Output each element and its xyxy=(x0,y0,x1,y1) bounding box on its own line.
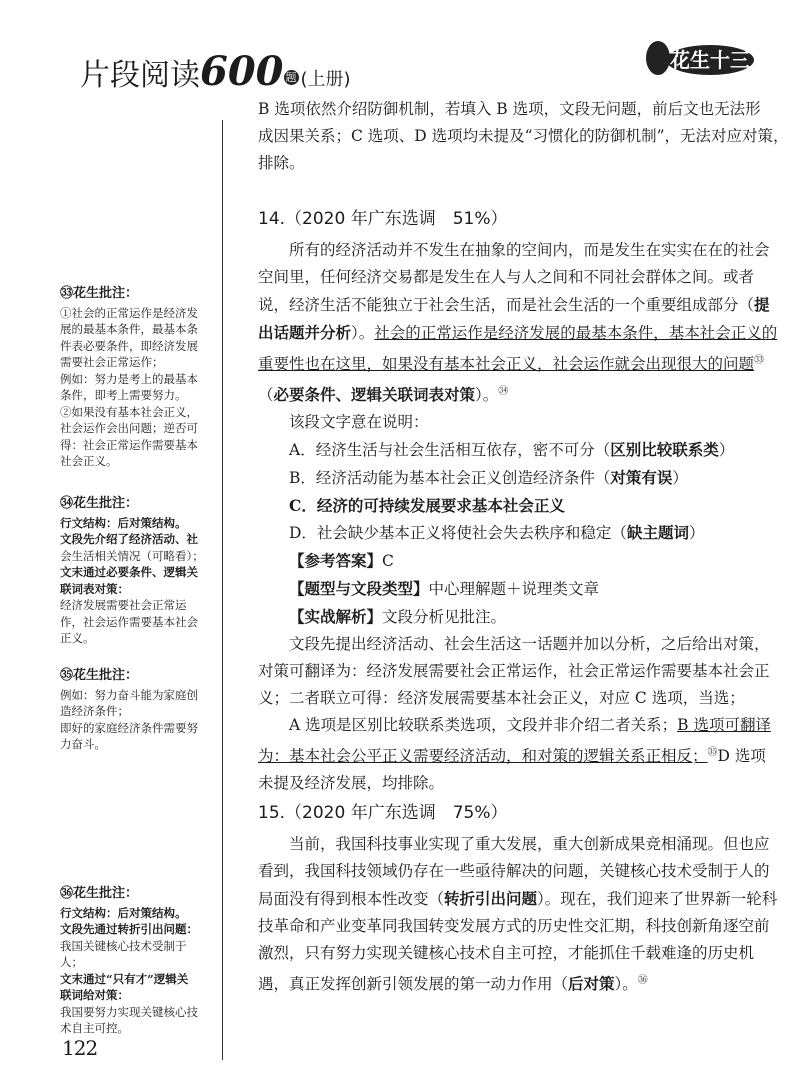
q14-annotation-topic: 提出话题并分析 xyxy=(258,295,770,342)
q14-key-sentence: 社会的正常运作是经济发展的最基本条件，基本社会正义的重要性也在这里，如果没有基本社会正义，社会运作就会出现很大的问题 xyxy=(258,324,778,374)
note-marker-33: ㉝ xyxy=(754,355,765,366)
note-marker-35: ㉟ xyxy=(707,747,718,759)
q15-heading: 15.（2020 年广东选调 75%） xyxy=(258,803,508,823)
q14-passage-text: 所有的经济活动并不发生在抽象的空间内，而是发生在实实在在的社会空间里，任何经济交易都是发生在人与人之间和不同社会群体之间。或者说，经济生活不能独立于社会生活，而是社会生活的一个重要组成部分（ xyxy=(258,241,770,314)
book-title-volume: (上册) xyxy=(300,69,351,90)
peanut-logo-icon xyxy=(640,38,755,78)
note-line: 文末通过必要条件、逻辑关 xyxy=(60,565,198,579)
note-line: 经济发展需要社会正常运 xyxy=(60,598,187,612)
note-line: 联词表对策： xyxy=(60,581,129,596)
note-line: 得：社会正常运作需要基本 xyxy=(60,437,198,452)
option-b-tag: 对策有误 xyxy=(610,468,673,488)
q14-stem: 该段文字意在说明： xyxy=(289,413,429,432)
option-d-text: D．社会缺少基本正义将使社会失去秩序和稳定（ xyxy=(289,524,627,543)
q14-paren-close: ）。 xyxy=(475,386,499,405)
tail-line-2: 成因果关系；C 选项、D 选项均未提及“习惯化的防御机制”，无法对应对策， xyxy=(258,127,789,145)
q14-option-a xyxy=(258,436,778,464)
exp-option-d: D 选项未提及经济发展，均排除。 xyxy=(258,747,766,793)
note-line: 社会运作会出问题；逆否可 xyxy=(60,421,198,435)
note-33-title: ㉝花生批注： xyxy=(60,286,139,301)
book-title-text: 片段阅读 xyxy=(80,58,200,93)
note-line: 文段先通过转折引出问题： xyxy=(60,922,198,936)
note-35-title: ㉟花生批注： xyxy=(60,668,139,683)
q15-passage-end: ）。 xyxy=(614,975,638,994)
brand-logo xyxy=(640,38,755,78)
option-a-text: A．经济生活与社会生活相互依存，密不可分（ xyxy=(289,441,611,460)
note-marker-34: ㉞ xyxy=(498,386,509,398)
q14-explanation-2 xyxy=(258,712,778,797)
note-marker-36: ㊱ xyxy=(637,975,648,986)
option-a-tag: 区别比较联系类 xyxy=(610,440,719,460)
q14-passage-punct: ）。 xyxy=(351,324,375,342)
q15-passage-text-1: 当前，我国科技事业实现了重大发展，重大创新成果竞相涌现。但也应看到，我国科技领域仍存在一些亟待解决的问题，关键核心技术受制于人的局面没有得到根本性改变（ xyxy=(258,835,770,908)
option-b-text: B．经济活动能为基本社会正义创造经济条件（ xyxy=(289,469,611,488)
answer-value: C xyxy=(382,552,394,571)
note-line: 联词给对策： xyxy=(60,988,129,1002)
book-title-badge: 题 xyxy=(285,70,297,84)
question-15 xyxy=(258,800,778,998)
book-title xyxy=(80,48,351,95)
note-line: 行文结构：后对策结构。 xyxy=(60,905,187,920)
note-line: 作，社会运作需要基本社会 xyxy=(60,614,198,629)
note-line: 行文结构：后对策结构。 xyxy=(60,515,187,530)
note-36-title: ㊱花生批注： xyxy=(60,886,139,901)
sidebar-note-33 xyxy=(60,286,220,470)
note-line: 文末通过“只有才”逻辑关 xyxy=(60,971,189,986)
analysis-value: 文段分析见批注。 xyxy=(382,608,507,627)
q14-option-b xyxy=(258,464,778,492)
q14-annotation-countermeasure: 必要条件、逻辑关联词表对策 xyxy=(273,385,476,405)
tail-line-3: 排除。 xyxy=(258,154,305,172)
note-line: 正义。 xyxy=(60,631,95,645)
question-14 xyxy=(258,206,778,797)
option-a-close: ） xyxy=(718,441,735,460)
sidebar-note-34 xyxy=(60,496,220,647)
note-34-title: ㉞花生批注： xyxy=(60,496,139,511)
tail-line-1: B 选项依然介绍防御机制，若填入 B 选项，文段无问题，前后文也无法形 xyxy=(258,100,761,118)
note-line: 即好的家庭经济条件需要努 xyxy=(60,720,198,735)
option-d-close: ） xyxy=(688,524,705,543)
note-line: 会生活相关情况（可略看）； xyxy=(60,548,204,563)
note-line: 例如：努力是考上的最基本 xyxy=(60,371,198,386)
q14-passage xyxy=(258,237,778,409)
q15-passage xyxy=(258,831,778,998)
exp-option-b: B 选项可翻译为：基本社会公平正义需要经济活动，和对策的逻辑关系正相反； xyxy=(258,716,771,766)
sidebar-note-35 xyxy=(60,668,220,753)
note-line: 力奋斗。 xyxy=(60,737,106,751)
note-line: 件表必要条件，即经济发展 xyxy=(60,338,198,353)
note-line: 我国要努力实现关键核心技 xyxy=(60,1004,198,1019)
book-title-number: 600 xyxy=(200,48,284,95)
answer-label: 【参考答案】 xyxy=(289,551,383,571)
note-line: ②如果没有基本社会正义， xyxy=(60,404,198,419)
page-number: 122 xyxy=(62,1036,98,1060)
note-line: 造经济条件； xyxy=(60,704,129,718)
logo-text: 花生十三 xyxy=(670,48,750,72)
q14-explanation-1: 文段先提出经济活动、社会生活这一话题并加以分析，之后给出对策，对策可翻译为：经济发展需要社会正常运作，社会正常运作需要基本社会正义；二者联立可得：经济发展需要基本社会正义，对应 C 选项，当选； xyxy=(258,635,770,708)
q14-type xyxy=(258,575,778,603)
q14-heading: 14.（2020 年广东选调 51%） xyxy=(258,209,508,229)
note-line: 社会正义。 xyxy=(60,454,118,468)
q14-analysis xyxy=(258,603,778,631)
q15-annotation-problem: 转折引出问题 xyxy=(444,889,538,908)
type-value: 中心理解题＋说理类文章 xyxy=(428,580,600,599)
option-b-close: ） xyxy=(672,469,688,488)
q14-option-d xyxy=(258,519,778,547)
analysis-label: 【实战解析】 xyxy=(289,607,383,627)
note-line: 我国关键核心技术受制于 xyxy=(60,938,187,953)
prev-question-tail xyxy=(258,96,789,177)
option-d-tag: 缺主题词 xyxy=(626,523,689,543)
note-line: 术自主可控。 xyxy=(60,1021,129,1035)
q15-passage-text-2: ）。现在，我们迎来了世界新一轮科技革命和产业变革同我国转变发展方式的历史性交汇期，科技创新角逐空前激烈，只有努力实现关键核心技术自主可控，才能抓住千载难逢的历史机遇，真正发挥创新引领发展的第一动力作用（ xyxy=(258,890,778,994)
q14-option-c: C．经济的可持续发展要求基本社会正义 xyxy=(289,496,565,516)
q14-answer xyxy=(258,547,778,575)
note-line: 条件，即考上需要努力。 xyxy=(60,388,187,402)
note-line: 人； xyxy=(60,955,83,969)
q14-paren-open: （ xyxy=(258,386,274,405)
note-line: 文段先介绍了经济活动、社 xyxy=(60,532,198,546)
note-line: 展的最基本条件，最基本条 xyxy=(60,322,198,336)
q15-annotation-countermeasure: 后对策 xyxy=(568,974,615,994)
exp-option-a: A 选项是区别比较联系类选项，文段并非介绍二者关系； xyxy=(289,716,678,735)
type-label: 【题型与文段类型】 xyxy=(289,579,429,599)
note-line: 例如：努力奋斗能为家庭创 xyxy=(60,687,198,702)
note-line: 需要社会正常运作； xyxy=(60,355,164,369)
page-header xyxy=(0,0,800,95)
sidebar-note-36 xyxy=(60,886,220,1037)
note-line: ①社会的正常运作是经济发 xyxy=(60,305,198,320)
margin-divider xyxy=(222,120,223,1060)
